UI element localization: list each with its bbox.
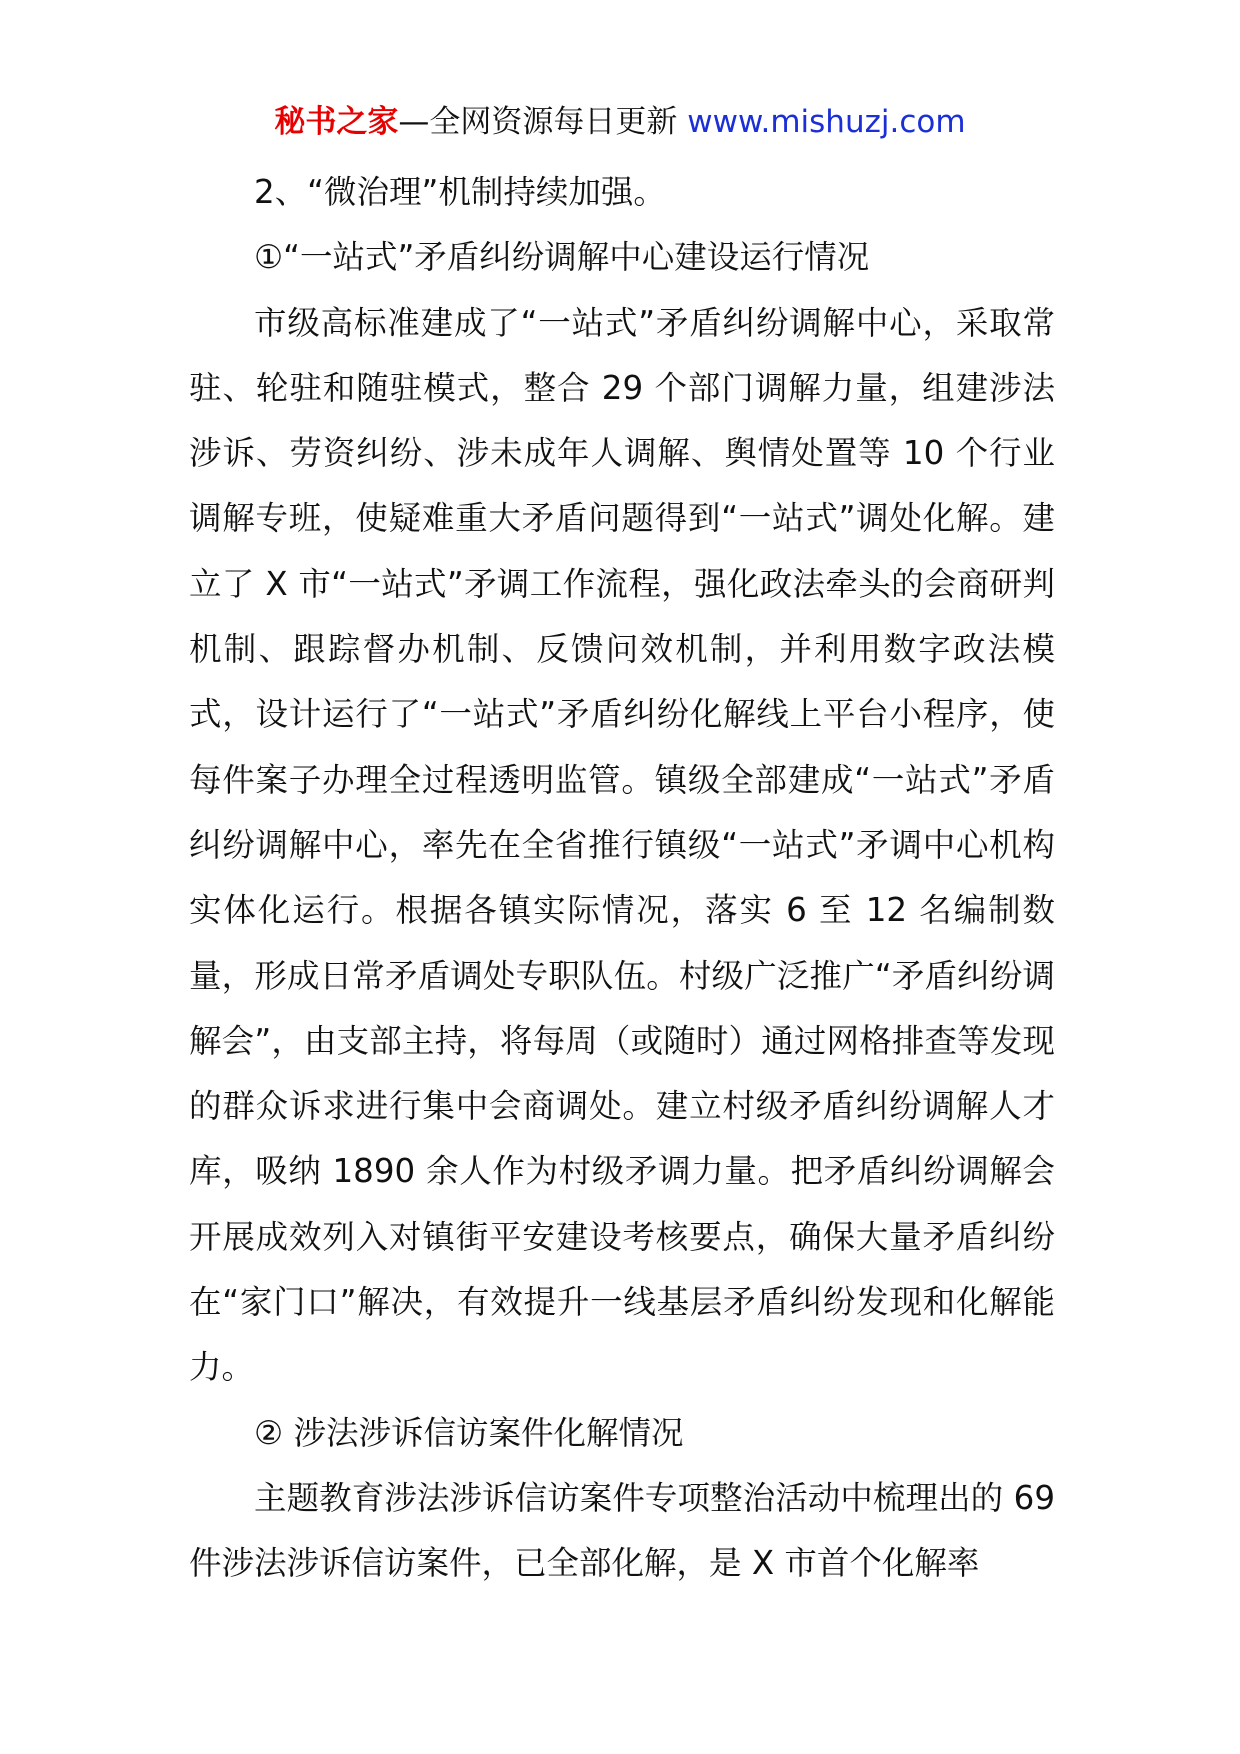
document-body	[189, 160, 1055, 1597]
section-title: 2、“微治理”机制持续加强。	[254, 173, 666, 211]
page-header	[0, 100, 1240, 144]
paragraph-one-stop-center: 市级高标准建成了“一站式”矛盾纠纷调解中心，采取常驻、轮驻和随驻模式，整合 29 个部门调解力量，组建涉法涉诉、劳资纠纷、涉未成年人调解、舆情处置等 10 个行业调解专班，使疑难重大矛盾问题得到“一站式”调处化解。建立了 X 市“一站式”矛调工作流程，强化政法牵头的会商研判机制、跟踪督办机制、反馈问效机制，并利用数字政法模式，设计运行了“一站式”矛盾纠纷化解线上平台小程序，使每件案子办理全过程透明监管。镇级全部建成“一站式”矛盾纠纷调解中心，率先在全省推行镇级“一站式”矛调中心机构实体化运行。根据各镇实际情况，落实 6 至 12 名编制数量，形成日常矛盾调处专职队伍。村级广泛推广“矛盾纠纷调解会”，由支部主持，将每周（或随时）通过网格排查等发现的群众诉求进行集中会商调处。建立村级矛盾纠纷调解人才库，吸纳 1890 余人作为村级矛调力量。把矛盾纠纷调解会开展成效列入对镇街平安建设考核要点，确保大量矛盾纠纷在“家门口”解决，有效提升一线基层矛盾纠纷发现和化解能力。	[189, 303, 1055, 1387]
paragraph-petition-cases: 主题教育涉法涉诉信访案件专项整治活动中梳理出的 69 件涉法涉诉信访案件，已全部化解，是 X 市首个化解率	[189, 1478, 1055, 1583]
subheading-one-stop-center: ①“一站式”矛盾纠纷调解中心建设运行情况	[254, 238, 870, 277]
header-slogan: —全网资源每日更新	[398, 104, 678, 140]
subheading-petition-cases: ② 涉法涉诉信访案件化解情况	[254, 1413, 684, 1452]
site-url[interactable]: www.mishuzj.com	[677, 104, 966, 140]
brand-name: 秘书之家	[274, 104, 399, 140]
